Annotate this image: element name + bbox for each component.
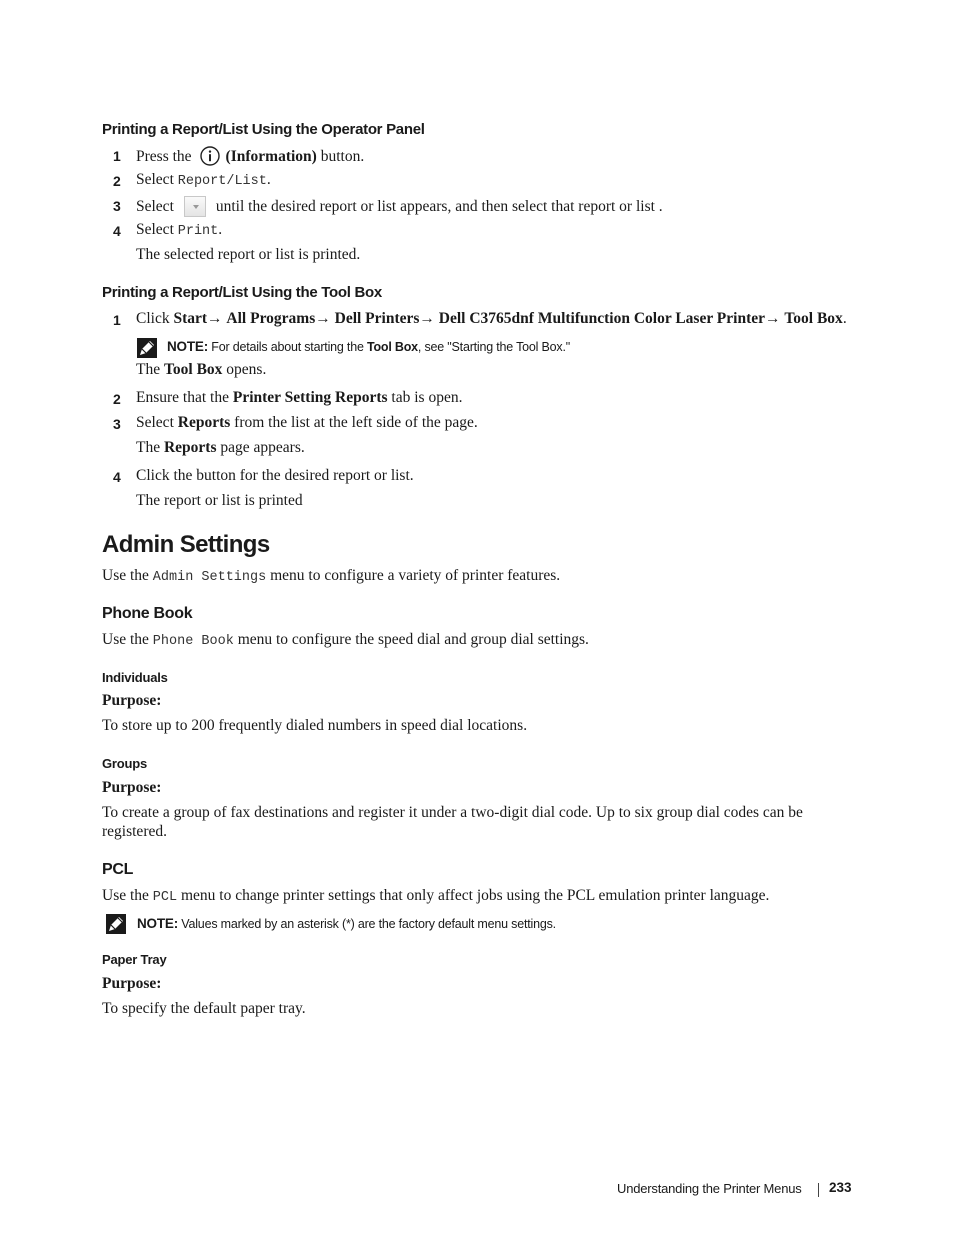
step-2-text — [136, 389, 462, 407]
information-label: (Information) — [225, 148, 317, 165]
note-tool-box — [167, 339, 570, 354]
step-text: Select — [136, 221, 178, 238]
heading-admin-settings: Admin Settings — [102, 531, 270, 558]
note-bold: Tool Box — [366, 340, 418, 354]
footer-page-number: 233 — [829, 1180, 852, 1195]
step-text: until the desired report or list appears, and then select that report or list . — [215, 198, 663, 215]
arrow: → — [207, 310, 223, 327]
purpose-text: To specify the default paper tray. — [102, 1000, 306, 1017]
note-text: Values marked by an asterisk (*) are the factory default menu settings. — [178, 917, 556, 931]
step-number: 3 — [113, 416, 121, 432]
note-pencil-icon — [136, 337, 158, 359]
information-icon — [200, 146, 220, 166]
step-text: Select — [136, 171, 178, 188]
path-dell-printers: Dell Printers — [334, 310, 420, 327]
step-3-text — [136, 196, 663, 217]
purpose-label: Purpose: — [102, 975, 162, 992]
note-pcl — [137, 916, 556, 931]
text: menu to change printer settings that only affect jobs using the PCL emulation printer language. — [177, 887, 770, 904]
step-text: button. — [316, 148, 365, 165]
step-text: . — [266, 171, 271, 188]
bold-text: Reports — [163, 439, 217, 456]
step-text: Ensure that the — [136, 389, 233, 406]
menu-code-admin-settings: Admin Settings — [152, 570, 267, 585]
step-4-text: Click the button for the desired report or list. — [136, 467, 414, 484]
purpose-label: Purpose: — [102, 779, 162, 796]
text: The — [136, 361, 164, 378]
step-3-result — [136, 439, 305, 457]
path-printer-model: Dell C3765dnf Multifunction Color Laser Printer — [438, 310, 765, 327]
heading-groups: Groups — [102, 756, 148, 771]
path-start: Start — [173, 310, 208, 327]
arrow: → — [419, 310, 435, 327]
step-number: 4 — [113, 469, 121, 485]
step-text: Press the — [136, 148, 192, 165]
step-text: Select — [136, 198, 174, 215]
menu-code-print: Print — [177, 224, 219, 239]
down-arrow-button-icon — [184, 196, 206, 217]
bold-text: Tool Box — [163, 361, 223, 378]
step-text: tab is open. — [387, 389, 463, 406]
step-4-text — [136, 221, 222, 239]
step-1-text — [136, 310, 847, 328]
arrow: → — [315, 310, 331, 327]
note-text: , see "Starting the Tool Box." — [417, 340, 570, 354]
heading-operator-panel: Printing a Report/List Using the Operator Panel — [102, 121, 425, 138]
step-text: . — [842, 310, 847, 327]
heading-tool-box: Printing a Report/List Using the Tool Box — [102, 284, 382, 301]
step-result: The selected report or list is printed. — [136, 246, 361, 263]
note-text: For details about starting the — [208, 340, 367, 354]
menu-code-phone-book: Phone Book — [152, 634, 234, 649]
purpose-label: Purpose: — [102, 692, 162, 709]
step-1-text — [136, 146, 364, 166]
text: Use the — [102, 567, 153, 584]
bold-text: Reports — [177, 414, 231, 431]
step-number: 2 — [113, 173, 121, 189]
path-tool-box: Tool Box — [784, 310, 843, 327]
note-label: NOTE: — [167, 339, 208, 354]
purpose-text: To store up to 200 frequently dialed numbers in speed dial locations. — [102, 717, 528, 734]
step-number: 4 — [113, 223, 121, 239]
footer-divider — [818, 1183, 819, 1197]
bold-text: Printer Setting Reports — [232, 389, 388, 406]
heading-pcl: PCL — [102, 861, 134, 878]
text: page appears. — [216, 439, 305, 456]
text: menu to configure a variety of printer features. — [266, 567, 561, 584]
step-text: Click — [136, 310, 174, 327]
step-number: 2 — [113, 391, 121, 407]
tool-box-opens — [136, 361, 266, 379]
footer-chapter-title: Understanding the Printer Menus — [617, 1181, 802, 1196]
step-4-result: The report or list is printed — [136, 492, 303, 509]
admin-intro — [102, 567, 560, 585]
pcl-intro — [102, 887, 769, 905]
step-number: 1 — [113, 148, 121, 164]
step-number: 3 — [113, 198, 121, 214]
phone-book-intro — [102, 631, 589, 649]
purpose-text-line1: To create a group of fax destinations and register it under a two-digit dial code. Up to six group dial codes can be — [102, 804, 803, 821]
text: opens. — [222, 361, 267, 378]
step-number: 1 — [113, 312, 121, 328]
step-2-text — [136, 171, 271, 189]
text: Use the — [102, 631, 153, 648]
menu-code-report-list: Report/List — [177, 174, 267, 189]
text: Use the — [102, 887, 153, 904]
heading-paper-tray: Paper Tray — [102, 952, 167, 967]
text: The — [136, 439, 164, 456]
note-pencil-icon — [105, 913, 127, 935]
heading-phone-book: Phone Book — [102, 605, 193, 622]
step-3-text — [136, 414, 478, 432]
step-text: from the list at the left side of the page. — [230, 414, 478, 431]
step-text: Select — [136, 414, 178, 431]
heading-individuals: Individuals — [102, 670, 168, 685]
text: menu to configure the speed dial and group dial settings. — [233, 631, 589, 648]
path-all-programs: All Programs — [226, 310, 316, 327]
step-text: . — [218, 221, 223, 238]
purpose-text-line2: registered. — [102, 823, 167, 840]
arrow: → — [765, 310, 781, 327]
note-label: NOTE: — [137, 916, 178, 931]
menu-code-pcl: PCL — [152, 890, 178, 905]
